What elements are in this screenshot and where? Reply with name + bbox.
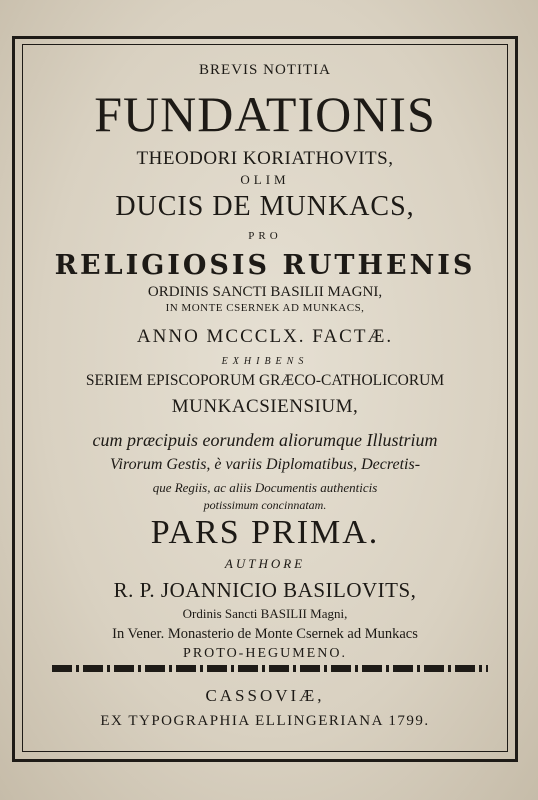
title-line-theodori: THEODORI KORIATHOVITS, bbox=[136, 148, 394, 169]
title-line-cum-praecipuis: cum præcipuis eorundem aliorumque Illustrium bbox=[92, 430, 438, 450]
title-line-brevis-notitia: BREVIS NOTITIA bbox=[199, 62, 331, 78]
title-line-anno: ANNO MCCCLX. FACTÆ. bbox=[136, 326, 394, 347]
title-line-authore: AUTHORE bbox=[224, 556, 306, 571]
title-line-religiosis-ruthenis: RELIGIOSIS RUTHENIS bbox=[54, 250, 476, 281]
title-line-author-order: Ordinis Sancti BASILII Magni, bbox=[182, 606, 348, 621]
title-line-fundationis: FUNDATIONIS bbox=[94, 86, 436, 142]
title-line-olim: OLIM bbox=[240, 172, 290, 187]
title-line-exhibens: EXHIBENS bbox=[221, 356, 309, 367]
title-line-proto-hegumeno: PROTO-HEGUMENO. bbox=[183, 646, 347, 661]
title-line-monte-csernek: IN MONTE CSERNEK AD MUNKACS, bbox=[165, 302, 365, 314]
title-line-virorum: Virorum Gestis, è variis Diplomatibus, Decretis- bbox=[109, 456, 421, 473]
title-line-pars-prima: PARS PRIMA. bbox=[150, 514, 380, 551]
title-line-ducis: DUCIS DE MUNKACS, bbox=[115, 191, 415, 222]
imprint-printer-year: EX TYPOGRAPHIA ELLINGERIANA 1799. bbox=[100, 713, 430, 729]
title-line-munkacsiensium: MUNKACSIENSIUM, bbox=[171, 396, 359, 417]
decorative-rule bbox=[52, 665, 488, 672]
title-line-monasterio: In Vener. Monasterio de Monte Csernek ad Munkacs bbox=[112, 626, 418, 642]
title-line-author-name: R. P. JOANNICIO BASILOVITS, bbox=[113, 578, 417, 602]
title-line-pro: PRO bbox=[248, 230, 282, 242]
title-line-ordinis: ORDINIS SANCTI BASILII MAGNI, bbox=[147, 284, 383, 300]
title-line-potissimum: potissimum concinnatam. bbox=[203, 498, 327, 512]
title-line-que-regiis: que Regiis, ac aliis Documentis authenticis bbox=[152, 480, 378, 495]
title-line-seriem: SERIEM EPISCOPORUM GRÆCO-CATHOLICORUM bbox=[85, 372, 445, 389]
imprint-place: CASSOVIÆ, bbox=[205, 686, 325, 705]
